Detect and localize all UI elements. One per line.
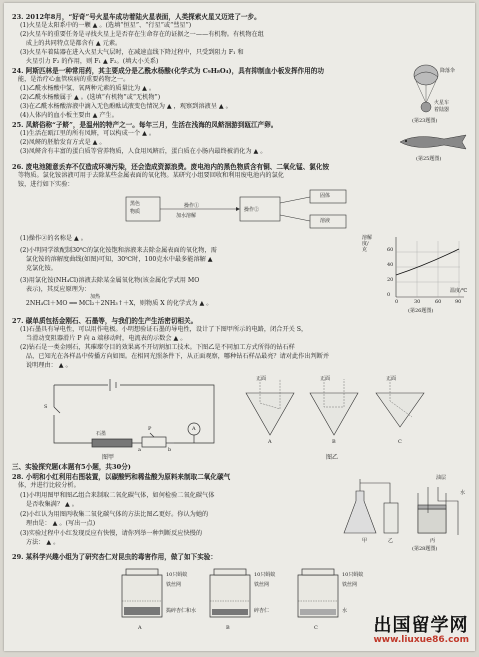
flow-solution: 溶液 <box>320 218 331 224</box>
fig29-label-C: C <box>314 625 318 631</box>
exam-line-l16: (3)凤鲚含有丰富的蛋白质等营养物质，人食用凤鲚后，蛋白质在小肠内最终被消化为 ▲ 。 <box>20 148 267 155</box>
exam-line-l2: (1)火星是太阳系中的一颗 ▲ 。(选填“恒星”、“行星”或“彗星”) <box>20 22 192 29</box>
exam-line-l22: 氯化铵的溶解度曲线(如图)可知，30℃时，100克水中最多能溶解 ▲ <box>20 256 213 263</box>
exam-line-l28: (1)石墨具有导电性，可以用作电极。小明想验证石墨的导电性，设计了下图甲所示的电路，闭合开关 S， <box>20 326 308 333</box>
exam-line-l19: 铵，进行如下实验： <box>12 181 74 188</box>
exam-line-l6: 火星引力 F₂ 的作用，则 F₁ ▲ F₂。(填大小关系) <box>20 58 159 65</box>
circuit-end-b: b <box>168 447 172 453</box>
flow-water: 加水溶解 <box>176 213 197 219</box>
exam-line-l12: (4)人体内的血小板主要由 ▲ 产生。 <box>20 112 118 119</box>
fig28-yi: 乙 <box>388 538 394 544</box>
flow-op2: 操作② <box>244 207 260 213</box>
exam-line-l3: (2)火星车的重要任务是寻找火星上是否存在生命存在的证据之一——有机物。有机物在组 <box>20 31 264 38</box>
exam-line-l39: 理由是： ▲ 。(写出一点) <box>20 520 96 527</box>
fig29-mesh-B: 铁丝网 <box>254 582 270 588</box>
exam-line-l1: 23. 2012年8月，“好奇”号火星车成功着陆火星表面，人类探索火星又迈进了一步。 <box>12 13 261 21</box>
exam-line-l40: (3)实验过程中小红发现反应有快慢，请你列举一种判断反应快慢的 <box>20 530 203 537</box>
diamond-front-A: 正面 <box>256 376 267 382</box>
fig29-ants-B: 10只蚂蚁 <box>254 572 276 578</box>
fig23-label-rover: 火星车 <box>434 100 450 106</box>
fig23-caption: (第23题图) <box>412 118 438 124</box>
exam-line-l41: 方法： ▲ 。 <box>20 539 60 546</box>
flow-op1: 操作① <box>184 203 200 209</box>
fig26-xtick-60: 60 <box>435 299 442 305</box>
fig29-water-C: 水 <box>342 608 348 614</box>
fig29-label-B: B <box>226 625 230 631</box>
exam-line-l29: 当滑动变阻器滑片 P 向 a 端移动时，电流表的示数会 ▲ 。 <box>20 335 187 342</box>
watermark-url: www.liuxue86.com <box>373 635 469 645</box>
exam-line-l26: 2NH₄Cl＋MO ══ MCl₂＋2NH₃↑＋X，则物质 X 的化学式为 ▲ 。 <box>20 300 213 307</box>
fig26-ytick-0: 0 <box>387 292 391 298</box>
fig23-label-parachute: 降落伞 <box>440 68 456 74</box>
exam-line-l21: (2)小明同学欲配制30℃的氯化铵饱和溶液来去除金属表面的氧化物，需 <box>20 247 217 254</box>
fig29-ants-A: 10只蚂蚁 <box>166 572 188 578</box>
exam-line-l15: (2)凤鲚的胚胎发育方式是 ▲ 。 <box>20 139 106 146</box>
exam-line-l24: (3)用氯化铵(NH₄Cl)溶液去除某金属氧化物(该金属化学式用 MO <box>20 277 200 284</box>
exam-line-l18: 等物质。氯化铵溶液可用于去除某些金属表面的氧化物。某研究小组要回收和利用废电池内的氯化 <box>12 172 284 179</box>
diamond-front-B: 正面 <box>320 376 331 382</box>
exam-line-l38: (2)小红认为用图丙收集二氧化碳气体的方法比图乙更好。你认为她的 <box>20 511 209 518</box>
fig28-water-label: 水 <box>460 490 466 496</box>
exam-line-l13: 25. 凤鲚俗称“子鲚”，是温州的特产之一。每年三月，生活在浅海的凤鲚洄游到瓯江产卵。 <box>12 121 278 129</box>
exam-line-l7: 24. 阿斯匹林是一种常用药，其主要成分是乙酰水杨酸(化学式为 C₉H₈O₄)，具有抑制血小板发挥作用的功 <box>12 67 324 75</box>
exam-line-l17: 26. 废电池随意丢弃不仅造成环境污染，还会造成资源浪费。废电池内的黑色物质含有铜、二氧化锰、氯化铵 <box>12 163 330 171</box>
fig26-xtick-30: 30 <box>414 299 421 305</box>
fig26-ytick-60: 60 <box>387 247 394 253</box>
circuit-end-a: a <box>138 447 141 453</box>
circuit-switch-S: S <box>44 404 48 410</box>
fig28-bing: 丙 <box>430 538 436 544</box>
exam-line-l8: 能，是治疗心血管疾病的重要药物之一。 <box>12 76 130 83</box>
exam-line-l27: 27. 碳单质包括金刚石、石墨等，与我们的生产生活密切相关。 <box>12 317 198 325</box>
exam-line-l5: (3)火星车着陆器在进入火星大气层时，在减速直线下降过程中，只受到阻力 F₁ 和 <box>20 49 244 56</box>
fig26-ytick-40: 40 <box>387 262 394 268</box>
fig25-fish-image <box>396 131 472 153</box>
fig29-jars <box>114 565 344 623</box>
fig29-mesh-C: 铁丝网 <box>342 582 358 588</box>
fig26-xtick-90: 90 <box>455 299 462 305</box>
fig27-yi-caption: 图乙 <box>326 454 339 461</box>
fig26-caption: (第26题图) <box>408 308 434 314</box>
fig28-caption: (第28题图) <box>412 546 438 552</box>
exam-line-l9: (1)乙酰水杨酸中氢、氧两种元素的质量比为 ▲ 。 <box>20 85 156 92</box>
circuit-graphite-label: 石墨 <box>96 431 107 437</box>
fig26-ytick-20: 20 <box>387 277 394 283</box>
diamond-front-C: 正面 <box>386 376 397 382</box>
fig23-label-lander: 着陆器 <box>434 107 450 113</box>
fig28-jia: 甲 <box>362 538 368 544</box>
fig29-almond-A: 捣碎杏仁和水 <box>166 608 197 614</box>
exam-line-l36: (1)小明用图甲和图乙组合来制取二氧化碳气体，如何检验二氧化碳气体 <box>20 492 215 499</box>
exam-page <box>4 3 475 651</box>
flow-box1b: 物质 <box>130 209 141 215</box>
fig27-circuit-diagram <box>34 373 234 459</box>
exam-line-l14: (1)生活在瓯江里的所有凤鲚，可以构成一个 ▲ 。 <box>20 130 156 137</box>
fig28-apparatus <box>334 473 470 551</box>
fig26-xlabel: 温度/℃ <box>450 288 468 294</box>
exam-line-l20: (1)操作②的名称是 ▲ 。 <box>20 235 87 242</box>
circuit-slider-P: P <box>148 426 152 432</box>
exam-line-l23: 克氯化铵。 <box>20 265 57 272</box>
fig29-almond-B: 碎杏仁 <box>254 608 270 614</box>
diamond-label-A: A <box>268 439 272 445</box>
exam-line-l42: 29. 某科学兴趣小组为了研究杏仁对昆虫的毒害作用，做了如下实验： <box>12 553 217 561</box>
exam-line-l30: (2)钻石是一类金刚石，其璀璨夺目的效果离不开切割加工技术。下图乙是不同加工方式所得的钻石样 <box>20 344 295 351</box>
fig26-ylabel: 溶解度/克 <box>362 235 373 253</box>
site-watermark <box>373 611 469 645</box>
fig27-jia-caption: 图甲 <box>102 454 115 461</box>
exam-line-l4: 成上的共同特点是都含有 ▲ 元素。 <box>20 40 122 47</box>
flow-box1: 黑色 <box>130 201 141 207</box>
fig26-xtick-0: 0 <box>395 299 399 305</box>
fig29-label-A: A <box>138 625 142 631</box>
flow-solid: 固体 <box>320 193 331 199</box>
fig29-ants-C: 10只蚂蚁 <box>342 572 364 578</box>
exam-line-l33: 三、实验探究题(本题有5小题，共30分) <box>12 463 131 471</box>
fig28-oil-label: 油层 <box>436 475 447 481</box>
exam-line-l34: 28. 小明和小红利用右图装置，以碳酸钙和稀盐酸为原料来制取二氧化碳气 <box>12 473 231 481</box>
exam-line-l35: 体，并进行比较分析。 <box>12 482 80 489</box>
exam-line-l11: (3)在乙酰水杨酸溶液中滴入无色酚酞试液变色情况为 ▲ ，观察到溶液呈 ▲ 。 <box>20 103 232 110</box>
reaction-heat-label: 加热 <box>90 294 101 300</box>
diamond-label-B: B <box>332 439 336 445</box>
exam-line-l32: 说明理由： ▲ 。 <box>20 362 72 369</box>
diamond-label-C: C <box>398 439 402 445</box>
exam-line-l25: 表示)，其反应原理为： <box>20 286 91 293</box>
exam-line-l37: 是否收集满？ ▲ 。 <box>20 501 78 508</box>
exam-line-l10: (2)乙酰水杨酸属于 ▲ 。(选填“有机物”或“无机物”) <box>20 94 161 101</box>
watermark-title: 出国留学网 <box>373 615 469 636</box>
circuit-ammeter-A: A <box>192 426 196 432</box>
fig25-caption: (第25题图) <box>416 156 442 162</box>
exam-line-l31: 品，已知光在各样品中传播方向如图。在相同光照条件下，从正面观察，哪种钻石样品最亮？请对此作出判断并 <box>20 353 330 360</box>
fig29-mesh-A: 铁丝网 <box>166 582 182 588</box>
